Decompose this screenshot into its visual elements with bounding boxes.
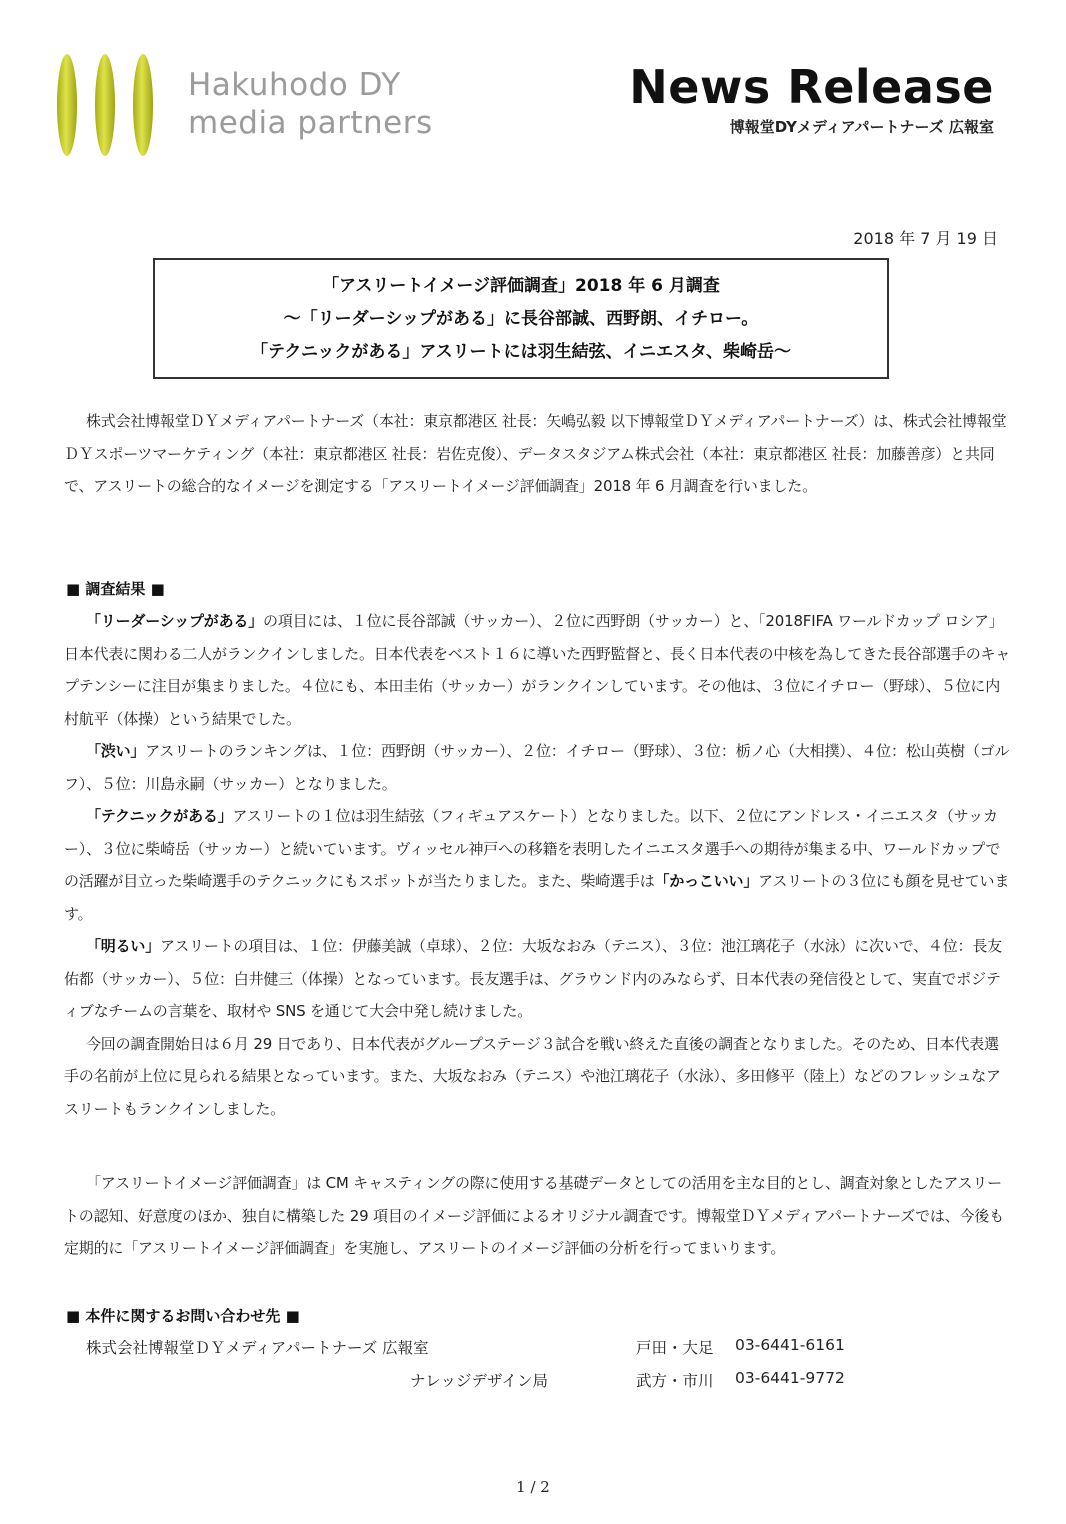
company-logo-text bbox=[188, 66, 433, 142]
result-bright: 「明るい」アスリートの項目は、１位：伊藤美誠（卓球）、２位：大坂なおみ（テニス）、３位：池江璃花子（水泳）に次いで、４位：長友佑都（サッカー）、５位：白井健三（体操）となっています。長友選手は、グラウンド内のみならず、日本代表の発信役として、実直でポジティブなチームの言葉を、取材や SNS を通じて大会中発し続けました。 bbox=[64, 937, 1002, 1020]
contact-org2: ナレッジデザイン局 bbox=[410, 1372, 548, 1390]
headline-line3: 「テクニックがある」アスリートには羽生結弦、イニエスタ、柴崎岳～ bbox=[251, 342, 791, 362]
intro-paragraph bbox=[64, 405, 1012, 503]
purpose-text: 「アスリートイメージ評価調査」は CM キャスティングの際に使用する基礎データとしての活用を主な目的とし、調査対象としたアスリートの認知、好意度のほか、独自に構築した 29 項目のイメージ評価によるオリジナル調査です。博報堂ＤＹメディアパートナーズでは、今後も定期的に「アスリートイメージ評価調査」を実施し、アスリートのイメージ評価の分析を行ってまいります。 bbox=[64, 1174, 1004, 1257]
company-name-line1: Hakuhodo DY bbox=[188, 67, 401, 103]
purpose-paragraph bbox=[64, 1167, 1012, 1265]
keyword-shibui: 「渋い」 bbox=[86, 742, 146, 760]
contact-person1: 戸田・大足 bbox=[636, 1339, 714, 1357]
result-summary: 今回の調査開始日は６月 29 日であり、日本代表がグループステージ３試合を戦い終えた直後の調査となりました。そのため、日本代表選手の名前が上位に見られる結果となっています。また、大坂なおみ（テニス）や池江璃花子（水泳）、多田修平（陸上）などのフレッシュなアスリートもランクインしました。 bbox=[64, 1034, 1001, 1118]
contact-phone1: 03-6441-6161 bbox=[735, 1336, 845, 1354]
keyword-technique: 「テクニックがある」 bbox=[86, 807, 233, 825]
keyword-leadership: 「リーダーシップがある」 bbox=[86, 612, 264, 630]
headline-line1: 「アスリートイメージ評価調査」2018 年 6 月調査 bbox=[322, 276, 720, 296]
result-shibui: 「渋い」アスリートのランキングは、１位：西野朗（サッカー）、２位：イチロー（野球）、３位：栃ノ心（大相撲）、４位：松山英樹（ゴルフ）、５位：川島永嗣（サッカー）となりました。 bbox=[64, 742, 1010, 793]
headline-box bbox=[153, 258, 889, 379]
logo-icon bbox=[54, 52, 164, 158]
headline-line2: ～「リーダーシップがある」に長谷部誠、西野朗、イチロー。 bbox=[283, 309, 759, 329]
contact-heading: ■ 本件に関するお問い合わせ先 ■ bbox=[66, 1307, 300, 1325]
release-department: 博報堂DYメディアパートナーズ 広報室 bbox=[729, 118, 994, 136]
contact-person2: 武方・市川 bbox=[636, 1372, 714, 1390]
company-name-line2: media partners bbox=[188, 105, 433, 141]
keyword-bright: 「明るい」 bbox=[86, 937, 161, 955]
release-date: 2018 年 7 月 19 日 bbox=[853, 229, 998, 248]
contact-phone2: 03-6441-9772 bbox=[735, 1369, 845, 1387]
contact-org1: 株式会社博報堂ＤＹメディアパートナーズ 広報室 bbox=[86, 1339, 429, 1357]
page-number: 1 / 2 bbox=[516, 1478, 550, 1496]
results-section bbox=[64, 605, 1012, 1125]
news-release-title: News Release bbox=[629, 60, 994, 114]
results-heading: ■ 調査結果 ■ bbox=[66, 580, 165, 598]
keyword-cool: 「かっこいい」 bbox=[654, 872, 759, 890]
intro-text: 株式会社博報堂ＤＹメディアパートナーズ（本社：東京都港区 社長：矢嶋弘毅 以下博報堂ＤＹメディアパートナーズ）は、株式会社博報堂ＤＹスポーツマーケティング（本社：東京都港区 社長：岩佐克俊）、データスタジアム株式会社（本社：東京都港区 社長：加藤善彦）と共同で、アスリートの総合的なイメージを測定する「アスリートイメージ評価調査」2018 年 6 月調査を行いました。 bbox=[64, 412, 1007, 495]
result-leadership: 「リーダーシップがある」の項目には、１位に長谷部誠（サッカー）、２位に西野朗（サッカー）と、「2018FIFA ワールドカップ ロシア」日本代表に関わる二人がランクインしました。日本代表をベスト１６に導いた西野監督と、長く日本代表の中核を為してきた長谷部選手のキャプテンシーに注目が集まりました。４位にも、本田圭佑（サッカー）がランクインしています。その他は、３位にイチロー（野球）、５位に内村航平（体操）という結果でした。 bbox=[64, 612, 1011, 728]
result-technique: 「テクニックがある」アスリートの１位は羽生結弦（フィギュアスケート）となりました。以下、２位にアンドレス・イニエスタ（サッカー）、３位に柴崎岳（サッカー）と続いています。ヴィッセル神戸への移籍を表明したイニエスタ選手への期待が集まる中、ワールドカップでの活躍が目立った柴崎選手のテクニックにもスポットが当たりました。また、柴崎選手は「かっこいい」アスリートの３位にも顔を見せています。 bbox=[64, 807, 1010, 923]
